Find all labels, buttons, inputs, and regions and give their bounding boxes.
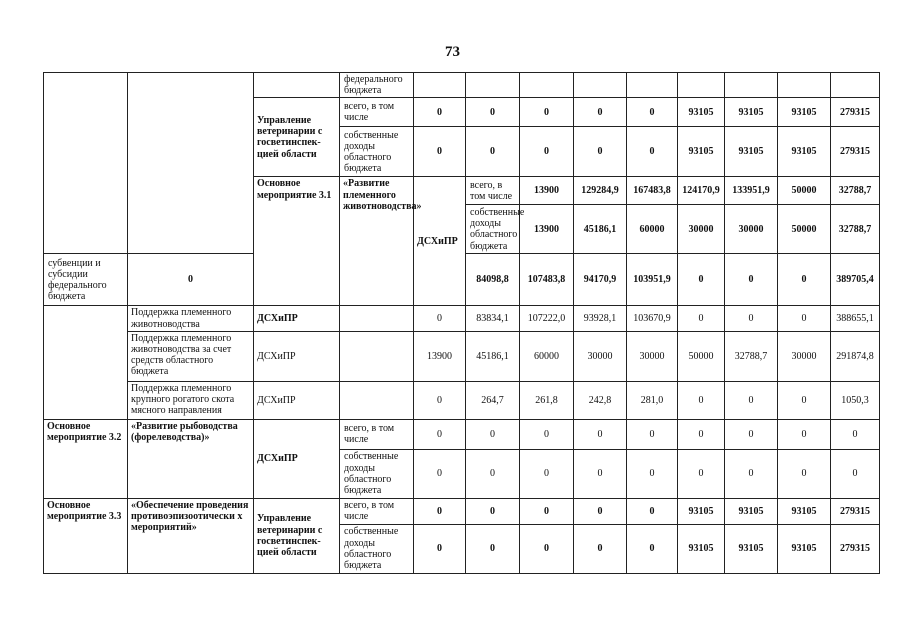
value-cell: 0 (414, 419, 466, 449)
value-cell: 93105 (678, 524, 725, 573)
value-cell: 279315 (831, 127, 880, 177)
m33-row-total (44, 498, 880, 524)
value-cell: 0 (574, 98, 627, 127)
sub-org: ДСХиПР (254, 331, 340, 381)
source-label: собственные доходы областного бюджета (466, 205, 520, 254)
value-cell: 30000 (778, 331, 831, 381)
sub-org: ДСХиПР (254, 306, 340, 331)
value-cell: 264,7 (466, 381, 520, 419)
value-cell: 0 (414, 306, 466, 331)
value-cell: 0 (678, 449, 725, 498)
sub-code-cell (44, 306, 128, 419)
value-cell: 107222,0 (520, 306, 574, 331)
value-cell: 93105 (778, 127, 831, 177)
value-cell: 0 (414, 524, 466, 573)
value-cell: 0 (725, 449, 778, 498)
value-cell: 32788,7 (725, 331, 778, 381)
value-cell: 94170,9 (574, 254, 627, 306)
value-cell: 60000 (627, 205, 678, 254)
value-cell: 103951,9 (627, 254, 678, 306)
value-cell: 0 (414, 498, 466, 524)
value-cell: 83834,1 (466, 306, 520, 331)
value-cell: 13900 (520, 205, 574, 254)
value-cell: 50000 (778, 177, 831, 205)
sub-title: Поддержка племенного животноводства за счет средств областного бюджета (128, 331, 254, 381)
value-cell: 129284,9 (574, 177, 627, 205)
value-cell: 133951,9 (725, 177, 778, 205)
value-cell: 30000 (678, 205, 725, 254)
value-cell: 0 (466, 449, 520, 498)
source-label: федерального бюджета (340, 73, 414, 98)
sub-source-empty (340, 306, 414, 331)
value-cell: 93928,1 (574, 306, 627, 331)
value-cell: 0 (574, 419, 627, 449)
value-cell: 0 (725, 419, 778, 449)
value-cell: 0 (520, 98, 574, 127)
source-label: собственные доходы областного бюджета (340, 449, 414, 498)
value-cell: 32788,7 (831, 205, 880, 254)
value-cell: 0 (520, 498, 574, 524)
value-cell: 242,8 (574, 381, 627, 419)
value-cell: 281,0 (627, 381, 678, 419)
value-cell: 0 (627, 524, 678, 573)
value-cell: 0 (678, 254, 725, 306)
value-cell: 0 (414, 449, 466, 498)
value-cell: 389705,4 (831, 254, 880, 306)
value-cell: 103670,9 (627, 306, 678, 331)
source-label: собственные доходы областного бюджета (340, 524, 414, 573)
value-cell: 30000 (627, 331, 678, 381)
sub-org: ДСХиПР (254, 381, 340, 419)
value-cell: 279315 (831, 98, 880, 127)
value-cell: 0 (778, 449, 831, 498)
value-cell: 84098,8 (466, 254, 520, 306)
value-cell: 0 (574, 449, 627, 498)
value-cell: 0 (678, 306, 725, 331)
value-cell: 0 (627, 127, 678, 177)
budget-table (43, 72, 880, 574)
value-cell: 13900 (520, 177, 574, 205)
value-cell: 93105 (778, 498, 831, 524)
value-cell: 0 (627, 498, 678, 524)
value-cell: 50000 (678, 331, 725, 381)
value-cell: 0 (520, 449, 574, 498)
value-cell: 261,8 (520, 381, 574, 419)
value-cell: 279315 (831, 498, 880, 524)
value-cell: 167483,8 (627, 177, 678, 205)
activity-org: ДСХиПР (254, 419, 340, 498)
source-label: всего, в том числе (340, 98, 414, 127)
value-cell: 1050,3 (831, 381, 880, 419)
value-cell: 0 (466, 524, 520, 573)
sub-row-regional (44, 331, 880, 381)
value-cell: 0 (414, 98, 466, 127)
value-cell: 279315 (831, 524, 880, 573)
cont-row-federal (44, 73, 880, 98)
sub-title: Поддержка племенного крупного рогатого скота мясного направления (128, 381, 254, 419)
activity-title: «Обеспечение проведения противоэпизоотически х мероприятий» (128, 498, 254, 573)
value-cell: 0 (678, 419, 725, 449)
value-cell: 30000 (574, 331, 627, 381)
source-label: всего, в том числе (466, 177, 520, 205)
activity-code: Основное мероприятие 3.3 (44, 498, 128, 573)
value-cell: 0 (831, 449, 880, 498)
value-cell: 0 (778, 306, 831, 331)
source-label: всего, в том числе (340, 498, 414, 524)
value-cell: 0 (128, 254, 254, 306)
value-cell: 0 (466, 98, 520, 127)
activity-org: ДСХиПР (414, 177, 466, 306)
value-cell: 0 (520, 419, 574, 449)
sub-source-empty (340, 331, 414, 381)
sub-row-cattle (44, 381, 880, 419)
value-cell: 93105 (678, 498, 725, 524)
m32-row-total (44, 419, 880, 449)
cont-code-cell (44, 73, 128, 254)
cont-org: Управление ветеринарии с госветинспек-цией области (254, 98, 340, 177)
value-cell: 0 (778, 419, 831, 449)
value-cell: 0 (466, 498, 520, 524)
value-cell: 45186,1 (574, 205, 627, 254)
value-cell: 32788,7 (831, 177, 880, 205)
value-cell: 93105 (678, 127, 725, 177)
cont-title-cell (128, 73, 254, 254)
value-cell: 0 (414, 381, 466, 419)
value-cell: 0 (574, 498, 627, 524)
value-cell: 0 (725, 254, 778, 306)
value-cell: 124170,9 (678, 177, 725, 205)
value-cell: 0 (574, 524, 627, 573)
activity-title: «Развитие племенного животноводства» (340, 177, 414, 306)
value-cell: 388655,1 (831, 306, 880, 331)
value-cell: 0 (466, 127, 520, 177)
value-cell: 0 (627, 449, 678, 498)
value-cell: 50000 (778, 205, 831, 254)
sub-source-empty (340, 381, 414, 419)
value-cell: 30000 (725, 205, 778, 254)
value-cell: 93105 (725, 127, 778, 177)
value-cell: 0 (725, 381, 778, 419)
value-cell: 107483,8 (520, 254, 574, 306)
sub-row-breeding (44, 306, 880, 331)
value-cell: 0 (831, 419, 880, 449)
value-cell: 0 (778, 254, 831, 306)
activity-org: Управление ветеринарии с госветинспек-цией области (254, 498, 340, 573)
value-cell: 0 (627, 419, 678, 449)
activity-code: Основное мероприятие 3.2 (44, 419, 128, 498)
value-cell: 0 (520, 127, 574, 177)
value-cell: 0 (778, 381, 831, 419)
value-cell: 0 (520, 524, 574, 573)
value-cell: 93105 (778, 98, 831, 127)
value-cell: 93105 (678, 98, 725, 127)
activity-code: Основное мероприятие 3.1 (254, 177, 340, 306)
sub-title: Поддержка племенного животноводства (128, 306, 254, 331)
value-cell: 0 (678, 381, 725, 419)
source-label: субвенции и субсидии федерального бюджета (44, 254, 128, 306)
value-cell: 0 (574, 127, 627, 177)
cont-org-empty (254, 73, 340, 98)
page-number: 73 (445, 44, 460, 60)
source-label: всего, в том числе (340, 419, 414, 449)
value-cell: 13900 (414, 331, 466, 381)
value-cell: 93105 (725, 498, 778, 524)
activity-title: «Развитие рыбоводства (форелеводства)» (128, 419, 254, 498)
value-cell: 93105 (725, 524, 778, 573)
value-cell: 0 (466, 419, 520, 449)
value-cell: 93105 (778, 524, 831, 573)
value-cell: 291874,8 (831, 331, 880, 381)
value-cell: 60000 (520, 331, 574, 381)
value-cell: 0 (725, 306, 778, 331)
source-label: собственные доходы областного бюджета (340, 127, 414, 177)
value-cell: 0 (414, 127, 466, 177)
value-cell: 0 (627, 98, 678, 127)
value-cell: 93105 (725, 98, 778, 127)
value-cell: 45186,1 (466, 331, 520, 381)
